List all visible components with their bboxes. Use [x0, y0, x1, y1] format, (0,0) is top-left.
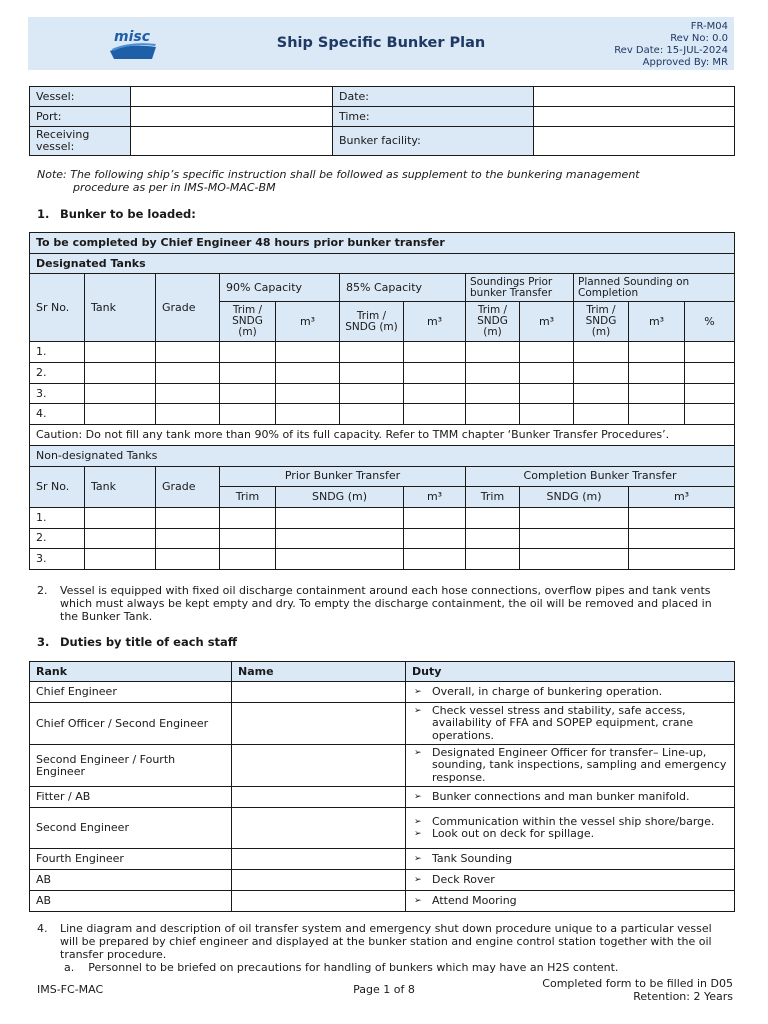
footer-retention-period: Retention: 2 Years — [633, 990, 733, 1003]
name-field[interactable] — [232, 849, 406, 870]
table-cell[interactable] — [629, 383, 685, 404]
col-soundings-prior: Soundings Prior bunker Transfer — [466, 274, 574, 302]
vessel-field[interactable] — [131, 87, 333, 107]
table-cell[interactable] — [404, 549, 466, 570]
table-row — [30, 745, 735, 787]
table-cell[interactable] — [466, 549, 520, 570]
name-field[interactable] — [232, 682, 406, 703]
row-number: 2. — [30, 363, 85, 384]
name-field[interactable] — [232, 891, 406, 912]
table-row — [30, 383, 735, 404]
table-cell[interactable] — [520, 528, 629, 549]
table-cell[interactable] — [629, 342, 685, 363]
table-cell[interactable] — [520, 507, 629, 528]
col-sr-no: Sr No. — [30, 274, 85, 342]
table-cell[interactable] — [574, 383, 629, 404]
table-cell[interactable] — [276, 528, 404, 549]
table-cell[interactable] — [276, 363, 340, 384]
table-row — [30, 808, 735, 849]
nd-col-prior-transfer: Prior Bunker Transfer — [220, 466, 466, 487]
table-cell[interactable] — [629, 549, 735, 570]
name-field[interactable] — [232, 703, 406, 745]
nd-subcol-m3: m³ — [404, 487, 466, 508]
nd-col-grade: Grade — [156, 466, 220, 507]
bunker-facility-label: Bunker facility: — [333, 127, 534, 156]
duty-cell: ➢ Tank Sounding — [406, 849, 735, 870]
table-cell[interactable] — [156, 383, 220, 404]
footer-doc-code: IMS-FC-MAC — [37, 983, 104, 996]
table-cell[interactable] — [629, 507, 735, 528]
nd-col-sr-no: Sr No. — [30, 466, 85, 507]
table-cell[interactable] — [466, 383, 520, 404]
rank-cell: AB — [30, 891, 232, 912]
table-cell[interactable] — [276, 383, 340, 404]
duty-cell: ➢ Bunker connections and man bunker manifold. — [406, 787, 735, 808]
table-cell[interactable] — [466, 342, 520, 363]
port-label: Port: — [30, 107, 131, 127]
table-cell[interactable] — [276, 342, 340, 363]
col-rank: Rank — [30, 662, 232, 682]
table-cell[interactable] — [276, 507, 404, 528]
page-title: Ship Specific Bunker Plan — [276, 35, 486, 51]
name-field[interactable] — [232, 787, 406, 808]
table-cell[interactable] — [220, 383, 276, 404]
bunker-table-instruction: To be completed by Chief Engineer 48 hours prior bunker transfer — [30, 233, 735, 254]
duty-cell: ➢ Designated Engineer Officer for transfer– Line-up, sounding, tank inspections, sampling and emergency response. — [406, 745, 735, 787]
table-cell[interactable] — [685, 342, 735, 363]
nd-subcol-sndg: SNDG (m) — [276, 487, 404, 508]
table-cell[interactable] — [220, 404, 276, 425]
table-cell[interactable] — [520, 363, 574, 384]
designated-tanks-title: Designated Tanks — [30, 253, 735, 274]
table-row — [30, 682, 735, 703]
table-cell[interactable] — [685, 404, 735, 425]
receiving-vessel-field[interactable] — [131, 127, 333, 156]
table-cell[interactable] — [520, 342, 574, 363]
table-cell[interactable] — [574, 363, 629, 384]
name-field[interactable] — [232, 745, 406, 787]
date-label: Date: — [333, 87, 534, 107]
table-row — [30, 363, 735, 384]
duty-cell: ➢ Deck Rover — [406, 870, 735, 891]
table-cell[interactable] — [220, 342, 276, 363]
nd-subcol-trim: Trim — [220, 487, 276, 508]
time-field[interactable] — [534, 107, 735, 127]
table-cell[interactable] — [685, 363, 735, 384]
table-cell[interactable] — [85, 342, 156, 363]
rank-cell: Second Engineer / Fourth Engineer — [30, 745, 232, 787]
table-cell[interactable] — [404, 404, 466, 425]
table-cell[interactable] — [466, 404, 520, 425]
caution-text: Caution: Do not fill any tank more than 90% of its full capacity. Refer to TMM chapter ‘Bunker Transfer Procedures’. — [30, 425, 735, 446]
col-duty: Duty — [406, 662, 735, 682]
rank-cell: Chief Engineer — [30, 682, 232, 703]
nd-subcol-trim: Trim — [466, 487, 520, 508]
nd-col-tank: Tank — [85, 466, 156, 507]
duty-cell: ➢ Attend Mooring — [406, 891, 735, 912]
row-number: 3. — [30, 549, 85, 570]
table-cell[interactable] — [629, 404, 685, 425]
table-cell[interactable] — [156, 528, 220, 549]
table-cell[interactable] — [85, 363, 156, 384]
table-cell[interactable] — [220, 549, 276, 570]
table-cell[interactable] — [404, 363, 466, 384]
section-4a-text: a. Personnel to be briefed on precautions for handling of bunkers which may have an H2S content. — [64, 961, 619, 974]
table-cell[interactable] — [629, 528, 735, 549]
receiving-vessel-label: Receiving vessel: — [30, 127, 131, 156]
table-cell[interactable] — [156, 404, 220, 425]
non-designated-tanks-title: Non-designated Tanks — [30, 445, 735, 466]
col-85-capacity: 85% Capacity — [340, 274, 466, 302]
subcol-percent: % — [685, 302, 735, 342]
nd-subcol-m3: m³ — [629, 487, 735, 508]
footer-filing-note: Completed form to be filled in D05 — [542, 977, 733, 990]
rank-cell: AB — [30, 870, 232, 891]
name-field[interactable] — [232, 808, 406, 849]
table-cell[interactable] — [685, 383, 735, 404]
table-cell[interactable] — [520, 549, 629, 570]
row-number: 3. — [30, 383, 85, 404]
row-number: 1. — [30, 342, 85, 363]
vessel-label: Vessel: — [30, 87, 131, 107]
footer-page-number: Page 1 of 8 — [353, 983, 415, 996]
table-row — [30, 404, 735, 425]
time-label: Time: — [333, 107, 534, 127]
table-cell[interactable] — [276, 404, 340, 425]
table-cell[interactable] — [520, 404, 574, 425]
table-row — [30, 507, 735, 528]
subcol-trim-sndg: Trim / SNDG (m) — [574, 302, 629, 342]
table-row — [30, 870, 735, 891]
table-cell[interactable] — [220, 528, 276, 549]
table-cell[interactable] — [340, 342, 404, 363]
row-number: 4. — [30, 404, 85, 425]
footer-retention — [542, 977, 733, 1003]
duties-table — [29, 661, 735, 912]
subcol-m3: m³ — [520, 302, 574, 342]
table-cell[interactable] — [340, 383, 404, 404]
table-cell[interactable] — [220, 507, 276, 528]
col-tank: Tank — [85, 274, 156, 342]
table-cell[interactable] — [574, 404, 629, 425]
col-planned-sounding: Planned Sounding on Completion — [574, 274, 735, 302]
table-row — [30, 703, 735, 745]
table-cell[interactable] — [466, 507, 520, 528]
table-cell[interactable] — [404, 507, 466, 528]
col-90-capacity: 90% Capacity — [220, 274, 340, 302]
port-field[interactable] — [131, 107, 333, 127]
table-cell[interactable] — [85, 549, 156, 570]
table-row — [30, 549, 735, 570]
duty-cell: ➢ Communication within the vessel ship shore/barge. ➢ Look out on deck for spillage. — [406, 808, 735, 849]
section-3-heading: 3. Duties by title of each staff — [37, 635, 238, 649]
section-2-text: 2. Vessel is equipped with fixed oil discharge containment around each hose connections, overflow pipes and tank vents which must always be kept empty and dry. To empty the discharge containment, the oil will be removed and placed in the Bunker Tank. — [37, 584, 712, 623]
subcol-trim-sndg: Trim / SNDG (m) — [340, 302, 404, 342]
date-field[interactable] — [534, 87, 735, 107]
bunker-table — [29, 232, 735, 570]
table-cell[interactable] — [466, 528, 520, 549]
table-cell[interactable] — [629, 363, 685, 384]
subcol-m3: m³ — [404, 302, 466, 342]
table-cell[interactable] — [404, 528, 466, 549]
table-cell[interactable] — [340, 363, 404, 384]
document-header — [28, 17, 734, 70]
bunker-facility-field[interactable] — [534, 127, 735, 156]
table-row — [30, 891, 735, 912]
row-number: 1. — [30, 507, 85, 528]
subcol-trim-sndg: Trim / SNDG (m) — [466, 302, 520, 342]
rank-cell: Fourth Engineer — [30, 849, 232, 870]
subcol-m3: m³ — [276, 302, 340, 342]
table-cell[interactable] — [156, 507, 220, 528]
duty-cell: ➢ Overall, in charge of bunkering operation. — [406, 682, 735, 703]
section-4-text: 4. Line diagram and description of oil transfer system and emergency shut down procedure unique to a particular vessel will be prepared by chief engineer and displayed at the bunker station and engine control station together with the oil transfer procedure. — [37, 922, 712, 961]
form-number: FR-M04 — [690, 21, 728, 32]
table-row — [30, 342, 735, 363]
table-cell[interactable] — [156, 363, 220, 384]
col-grade: Grade — [156, 274, 220, 342]
subcol-m3: m³ — [629, 302, 685, 342]
table-cell[interactable] — [85, 528, 156, 549]
rank-cell: Chief Officer / Second Engineer — [30, 703, 232, 745]
row-number: 2. — [30, 528, 85, 549]
revision-date: Rev Date: 15-JUL-2024 — [614, 45, 728, 56]
approved-by: Approved By: MR — [642, 57, 728, 68]
table-cell[interactable] — [156, 549, 220, 570]
table-cell[interactable] — [574, 342, 629, 363]
table-cell[interactable] — [276, 549, 404, 570]
nd-col-completion-transfer: Completion Bunker Transfer — [466, 466, 735, 487]
name-field[interactable] — [232, 870, 406, 891]
table-cell[interactable] — [156, 342, 220, 363]
table-cell[interactable] — [520, 383, 574, 404]
table-row — [30, 528, 735, 549]
table-cell[interactable] — [404, 383, 466, 404]
table-cell[interactable] — [85, 383, 156, 404]
vessel-info-table — [29, 86, 735, 156]
rank-cell: Fitter / AB — [30, 787, 232, 808]
table-cell[interactable] — [220, 363, 276, 384]
table-cell[interactable] — [85, 507, 156, 528]
table-cell[interactable] — [340, 404, 404, 425]
svg-text:misc: misc — [114, 29, 151, 45]
document-info — [614, 21, 728, 69]
rank-cell: Second Engineer — [30, 808, 232, 849]
table-cell[interactable] — [404, 342, 466, 363]
revision-number: Rev No: 0.0 — [670, 33, 728, 44]
nd-subcol-sndg: SNDG (m) — [520, 487, 629, 508]
table-cell[interactable] — [85, 404, 156, 425]
section-1-heading: 1. Bunker to be loaded: — [37, 207, 196, 221]
subcol-trim-sndg: Trim / SNDG (m) — [220, 302, 276, 342]
note-text: Note: The following ship’s specific instruction shall be followed as supplement to the bunkering management procedure as per in IMS-MO-MAC-BM — [37, 168, 640, 194]
table-row — [30, 849, 735, 870]
duty-cell: ➢ Check vessel stress and stability, safe access, availability of FFA and SOPEP equipment, crane operations. — [406, 703, 735, 745]
col-name: Name — [232, 662, 406, 682]
table-row — [30, 787, 735, 808]
table-cell[interactable] — [466, 363, 520, 384]
